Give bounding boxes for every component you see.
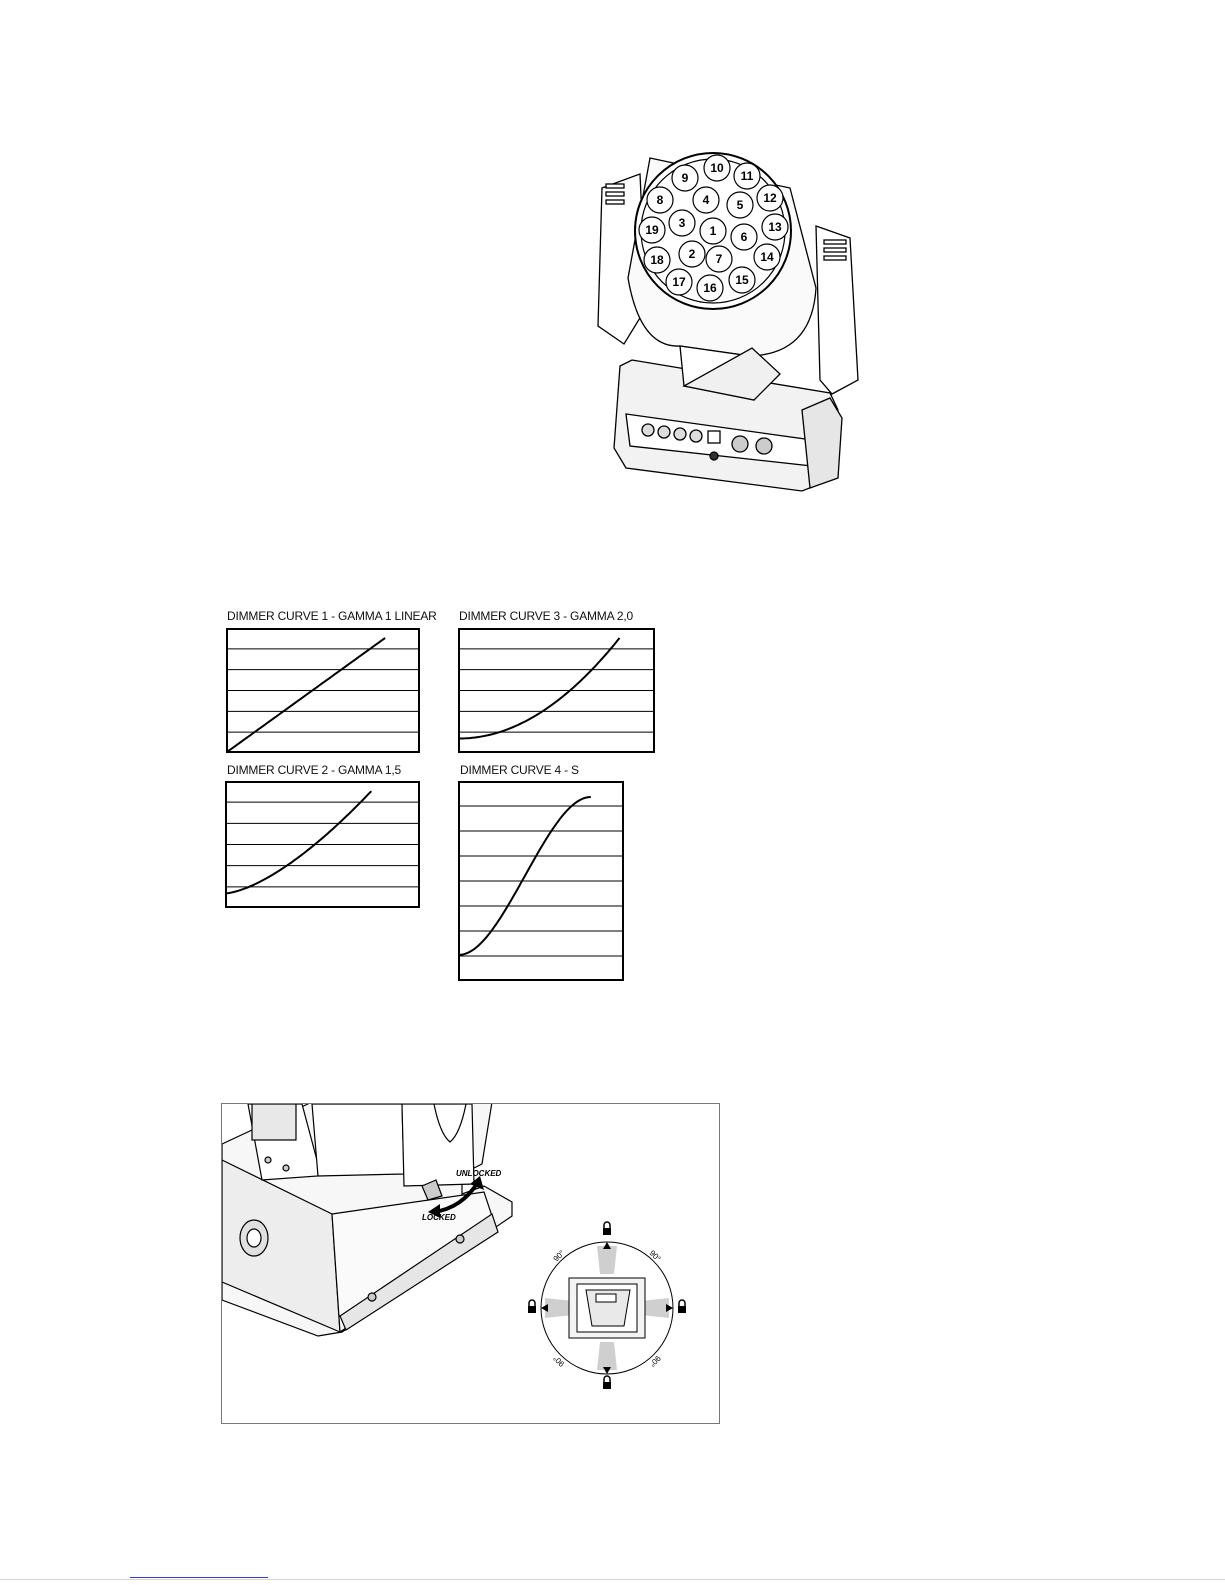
curve-line xyxy=(227,638,385,752)
lock-icon xyxy=(603,1222,611,1235)
unlocked-label: UNLOCKED xyxy=(456,1169,502,1178)
lens-number: 8 xyxy=(656,193,664,207)
curve-line xyxy=(459,638,620,739)
lens-number: 17 xyxy=(672,275,686,289)
curve-line xyxy=(226,791,371,893)
curve-title: DIMMER CURVE 2 - GAMMA 1,5 xyxy=(227,763,401,777)
fixture-illustration xyxy=(580,148,880,496)
lock-icon xyxy=(678,1300,686,1313)
lock-icon xyxy=(528,1300,536,1313)
dimmer-curves-figure xyxy=(214,604,664,984)
lens-number: 12 xyxy=(763,191,777,205)
pan-lock-figure xyxy=(221,1103,720,1424)
pan-lock-drawing xyxy=(222,1104,720,1424)
lens-number: 10 xyxy=(710,161,724,175)
dimmer-curve-chart-4 xyxy=(458,781,624,981)
page-bottom-rule xyxy=(0,1579,1225,1580)
fixture-drawing xyxy=(580,148,880,496)
lens-number: 4 xyxy=(702,193,710,207)
lock-positions-dial xyxy=(528,1222,686,1389)
curve-title: DIMMER CURVE 4 - S xyxy=(460,763,579,777)
curve-title: DIMMER CURVE 3 - GAMMA 2,0 xyxy=(459,609,633,623)
dimmer-curve-chart-3 xyxy=(458,628,655,753)
lock-icon xyxy=(603,1376,611,1389)
locked-label: LOCKED xyxy=(422,1213,456,1222)
angle-label: 90° xyxy=(551,1248,567,1264)
lens-number: 2 xyxy=(688,247,696,261)
angle-label: 90° xyxy=(647,1248,663,1264)
angle-label: 90° xyxy=(647,1353,663,1369)
lens-number: 18 xyxy=(650,253,664,267)
lens-number: 1 xyxy=(709,224,717,238)
lens-number: 16 xyxy=(703,281,717,295)
lens-number: 7 xyxy=(715,252,723,266)
footnote-separator xyxy=(130,1577,268,1578)
lens-number: 5 xyxy=(736,198,744,212)
lens-number: 11 xyxy=(740,169,754,183)
lens-number: 15 xyxy=(735,273,749,287)
dimmer-curve-chart-1 xyxy=(226,628,420,753)
curve-title: DIMMER CURVE 1 - GAMMA 1 LINEAR xyxy=(227,609,437,623)
lens-number: 3 xyxy=(678,216,686,230)
dimmer-curve-chart-2 xyxy=(225,781,420,908)
lens-number: 6 xyxy=(740,230,748,244)
lens-number: 13 xyxy=(768,220,782,234)
lens-number: 14 xyxy=(760,250,774,264)
angle-label: 90° xyxy=(551,1353,567,1369)
lens-number: 19 xyxy=(645,223,659,237)
lens-number: 9 xyxy=(681,171,689,185)
